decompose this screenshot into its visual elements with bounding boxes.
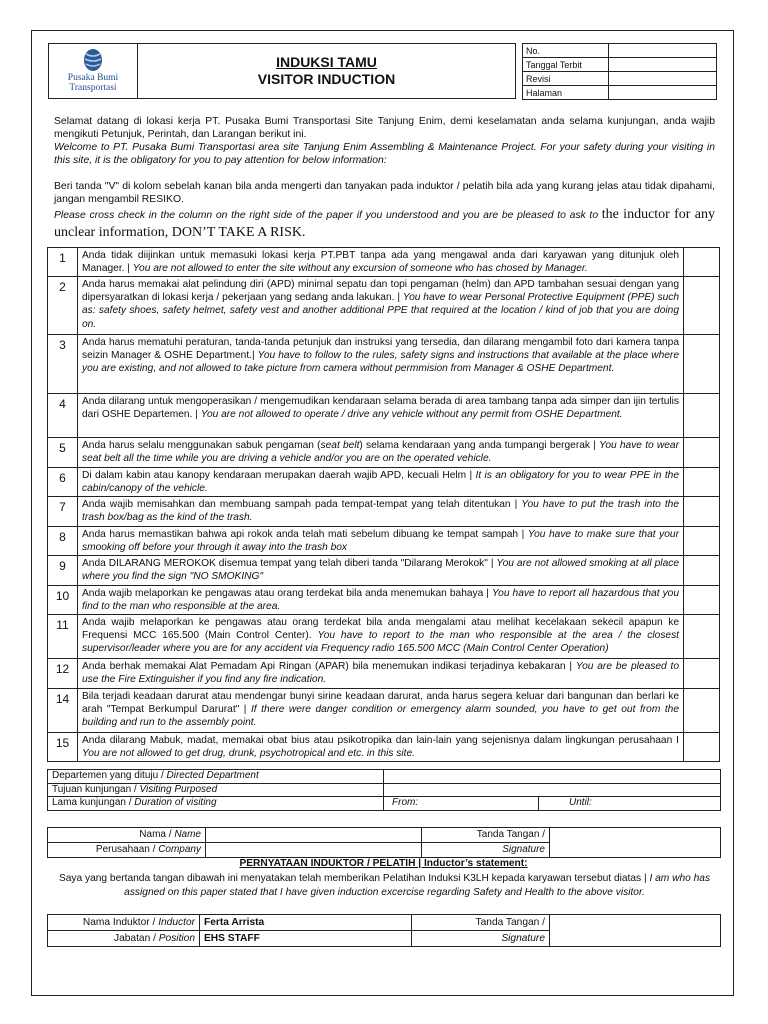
rule-text (78, 277, 684, 335)
table-row (48, 615, 720, 659)
rule-checkbox-5[interactable] (684, 438, 720, 468)
table-row (48, 733, 720, 762)
rule-number: 14 (48, 689, 78, 733)
visitor-company-field[interactable] (206, 843, 422, 858)
rule-text-id: Anda harus selalu menggunakan sabuk pengaman ( (82, 440, 321, 451)
table-row (48, 527, 720, 556)
inductor-name-label-id: Nama Induktor / (82, 917, 159, 928)
rule-text (78, 438, 684, 468)
rule-text-en: You have to wear Personal Protective Equipment (PPE) such as: safety shoes, safety helmet, safety vest and another additional PPE that required at the location / kind of job that you are doing on. (82, 292, 679, 330)
rule-checkbox-7[interactable] (684, 497, 720, 527)
rule-checkbox-12[interactable] (684, 659, 720, 689)
intro-text (54, 115, 715, 241)
rule-text-id-b: ) selama kendaraan yang anda tumpangi bergerak | (359, 440, 600, 451)
purpose-label (48, 783, 384, 797)
document-header (48, 43, 717, 99)
meta-label-revision: Revisi (523, 72, 609, 86)
rule-text-id: Di dalam kabin atau kanopy kendaraan merupakan daerah wajib APD, kecuali Helm | (82, 470, 476, 481)
table-row (48, 335, 720, 394)
rule-text-id: Anda harus memastikan bahwa api rokok anda telah mati sebelum dibuang ke tempat sampah | (82, 529, 528, 540)
table-row (48, 770, 721, 784)
rule-text (78, 335, 684, 394)
inductor-name-label (48, 915, 200, 931)
purpose-label-id: Tujuan kunjungan / (52, 783, 140, 795)
rule-text-id: Anda dilarang Mabuk, madat, memakai obat bius atau psikotropika dan lain-lain yang sejenisnya dalam lingkungan perusahaan I (82, 735, 679, 746)
table-row (48, 277, 720, 335)
rule-number: 8 (48, 527, 78, 556)
duration-until-label: Until: (569, 797, 592, 808)
rule-text (78, 586, 684, 615)
rule-text (78, 394, 684, 438)
rule-text-id: Bila terjadi keadaan darurat atau mendengar bunyi sirine keadaan darurat, anda harus segera keluar dari bangunan dan berlari ke arah "Tempat Berkumpul Darurat" | (82, 691, 679, 716)
statement-body-en: I am who has assigned on this paper stated that I have given induction excercise regarding Safety and Health to the above visitor. (124, 873, 711, 898)
inductor-signature-field[interactable] (550, 915, 721, 947)
rule-text-en: It is an obligatory for you to wear PPE in the cabin/canopy of the vehicle. (82, 470, 679, 495)
table-row (48, 497, 720, 527)
purpose-field[interactable] (384, 783, 721, 797)
rule-text (78, 615, 684, 659)
rule-number: 12 (48, 659, 78, 689)
rule-text (78, 497, 684, 527)
rule-text-en: If there were danger condition or emergency alarm sounded, you have to get out from the building and run to the assembly point. (82, 704, 680, 729)
visitor-company-label-en: Company (158, 844, 201, 855)
table-row (48, 797, 721, 811)
meta-value-no[interactable] (609, 44, 717, 58)
visitor-signature-label: Tanda Tangan / (422, 828, 550, 843)
duration-until-field[interactable] (539, 797, 721, 811)
rule-text-id: Anda dilarang untuk mengoperasikan / mengemudikan kendaraan selama berada di area tambang tanpa ada simper dan ijin tertulis dari OSHE Departemen. | (82, 396, 679, 421)
table-row (48, 394, 720, 438)
rule-text (78, 659, 684, 689)
inductor-position-label-id: Jabatan / (114, 933, 159, 944)
rule-number: 2 (48, 277, 78, 335)
department-field[interactable] (384, 770, 721, 784)
rule-checkbox-15[interactable] (684, 733, 720, 762)
rule-number: 6 (48, 468, 78, 497)
inductor-position-field[interactable]: EHS STAFF (200, 931, 412, 947)
inductor-name-field[interactable]: Ferta Arrista (200, 915, 412, 931)
rule-text (78, 733, 684, 762)
document-title: INDUKSI TAMU (276, 53, 377, 70)
rule-text (78, 248, 684, 277)
rule-text-en: You have to put the trash into the trash box/bag as the kind of the trash. (82, 499, 679, 524)
rule-checkbox-9[interactable] (684, 556, 720, 586)
meta-label-no: No. (523, 44, 609, 58)
inductor-name-label-en: Inductor (158, 917, 195, 928)
table-row (48, 689, 720, 733)
rule-text (78, 556, 684, 586)
visitor-name-label (48, 828, 206, 843)
rule-number: 7 (48, 497, 78, 527)
meta-value-issue-date[interactable] (609, 58, 717, 72)
rule-text-en: You have to report to the man who responsible at the area / the closest supervisor/leader where you are for any accident via Frequency radio 165.500 MCC (Main Control Center Operation) (82, 630, 679, 655)
rule-text-en: You have to make sure that your smooking off before your through it away into the trash box (82, 529, 679, 554)
rule-number: 5 (48, 438, 78, 468)
duration-label-en: Duration of visiting (134, 797, 217, 808)
intro-instruction-en-a: Please cross check in the column on the right side of the paper if you understood and you are be pleased to ask to (54, 210, 602, 221)
inductor-position-label-en: Position (158, 933, 195, 944)
rule-text-en: You are not allowed to enter the site without any excursion of someone who has chosed by Manager. (132, 263, 588, 275)
rule-checkbox-1[interactable] (684, 248, 720, 277)
rule-checkbox-14[interactable] (684, 689, 720, 733)
intro-welcome-id: Selamat datang di lokasi kerja PT. Pusaka Bumi Transportasi Site Tanjung Enim, demi keselamatan anda selama kunjungan, anda wajib mengikuti Petunjuk, Perintah, dan Larangan berikut ini. (54, 116, 715, 140)
visitor-name-label-en: Name (174, 829, 201, 840)
rule-text-id: Anda harus memakai alat pelindung diri (APD) minimal sepatu dan topi pengaman (helm) dan APD tambahan sesuai dengan yang dipersyaratkan di lokasi kerja / pekerjaan yang sedang anda lakukan. | (82, 279, 679, 304)
rule-checkbox-11[interactable] (684, 615, 720, 659)
table-row (48, 659, 720, 689)
table-row (48, 438, 720, 468)
rule-text-id: Anda berhak memakai Alat Pemadam Api Ringan (APAR) bila menemukan indikasi terjadinya kebakaran | (82, 661, 576, 672)
rule-checkbox-3[interactable] (684, 335, 720, 394)
visitor-signature-table (47, 827, 721, 858)
rule-text (78, 468, 684, 497)
rule-number: 10 (48, 586, 78, 615)
table-row (48, 828, 721, 843)
rule-text-id: Anda wajib melaporkan ke pengawas atau orang terdekat bila anda menemukan bahaya | (82, 588, 492, 599)
inductor-signature-table (47, 914, 721, 947)
visitor-company-label (48, 843, 206, 858)
rule-text-en: You have to report all hazardous that you find to the man who responsible at the area. (82, 588, 679, 613)
department-label (48, 770, 384, 784)
rule-number: 1 (48, 248, 78, 277)
department-label-en: Directed Department (166, 770, 259, 781)
table-row (48, 556, 720, 586)
intro-instruction-en (54, 206, 715, 241)
rule-text-en: You are not allowed to operate / drive any vehicle without any permit from OSHE Department. (200, 409, 623, 421)
rule-text-id-italic: seat belt (320, 440, 360, 451)
rule-number: 9 (48, 556, 78, 586)
rule-checkbox-2[interactable] (684, 277, 720, 335)
meta-label-page: Halaman (523, 86, 609, 100)
visit-details-table (47, 769, 721, 811)
rules-table (47, 247, 720, 762)
rule-number: 4 (48, 394, 78, 438)
rule-checkbox-4[interactable] (684, 394, 720, 438)
intro-welcome-en: Welcome to PT. Pusaka Bumi Transportasi area site Tanjung Enim Assembling & Maintenance Project. For your safety during your visiting in this site, it is the obligatory for you to pay attention for below information: (54, 142, 715, 166)
table-row (48, 468, 720, 497)
rule-text (78, 689, 684, 733)
document-page (31, 30, 734, 996)
table-row (48, 248, 720, 277)
company-logo-wordmark (68, 74, 118, 94)
intro-instruction-en-b: the inductor for any unclear information, DON’T TAKE A RISK. (54, 207, 715, 240)
rule-text-id: Anda wajib memisahkan dan membuang sampah pada tempat-tempat yang telah ditentukan | (82, 499, 522, 510)
rule-number: 15 (48, 733, 78, 762)
meta-label-issue-date: Tanggal Terbit (523, 58, 609, 72)
document-meta-table (522, 43, 717, 100)
inductor-statement-title: PERNYATAAN INDUKTOR / PELATIH | Inductor’s statement: (239, 858, 528, 869)
rule-checkbox-10[interactable] (684, 586, 720, 615)
table-row (48, 586, 720, 615)
table-row (48, 783, 721, 797)
visitor-signature-field[interactable] (550, 828, 721, 858)
inductor-signature-label: Tanda Tangan / (412, 915, 550, 931)
rule-text-id: Anda DILARANG MEROKOK disemua tempat yang telah diberi tanda "Dilarang Merokok" | (82, 558, 497, 569)
duration-from-field[interactable] (384, 797, 539, 811)
department-label-id: Departemen yang dituju / (52, 770, 167, 781)
rule-text-en: You are be pleased to use the Fire Extinguisher if you find any fire indication. (82, 661, 679, 686)
inductor-position-label (48, 931, 200, 947)
visitor-company-label-id: Perusahaan / (95, 844, 159, 855)
rule-number: 11 (48, 615, 78, 659)
visitor-name-field[interactable] (206, 828, 422, 843)
rule-text-id: Anda wajib melaporkan ke pengawas atau orang terdekat bila anda mengalami atau melihat kecelakaan sekecil apapun ke Frequensi MCC 165.500 (Main Control Center). (82, 617, 679, 642)
rule-text-id: Anda harus mematuhi peraturan, tanda-tanda petunjuk dan instruksi yang tersedia, dan dilarang mengambil foto dari kamera tanpa seizin Manager & OSHE Department.| (82, 337, 679, 362)
company-logo-icon (82, 48, 104, 72)
logo-line-2: Transportasi (69, 83, 117, 93)
rule-text-id: Anda tidak diijinkan untuk memasuki lokasi kerja PT.PBT tanpa ada yang mengawal anda dari karyawan yang ditunjuk oleh Manager. | (82, 250, 679, 275)
visitor-name-label-id: Nama / (139, 829, 175, 840)
rule-number: 3 (48, 335, 78, 394)
duration-label-id: Lama kunjungan / (52, 797, 135, 808)
inductor-signature-label-en: Signature (412, 931, 550, 947)
title-box (138, 43, 516, 99)
duration-from-label: From: (392, 797, 419, 808)
document-subtitle: VISITOR INDUCTION (257, 70, 396, 87)
meta-value-page[interactable] (609, 86, 717, 100)
purpose-label-en: Visiting Purposed (139, 783, 218, 795)
company-logo (48, 43, 138, 99)
rule-checkbox-8[interactable] (684, 527, 720, 556)
rule-text (78, 527, 684, 556)
rule-text-en: You have to follow to the rules, safety signs and instructions that available at the place where you are existing, and not allowed to take picture from camera without permmision from Manager & OSHE Department. (82, 350, 679, 375)
rule-text-en: You are not allowed to get drug, drunk, psychotropical and etc. in this site. (82, 748, 415, 760)
meta-value-revision[interactable] (609, 72, 717, 86)
statement-body-id: Saya yang bertanda tangan dibawah ini menyatakan telah memberikan Pelatihan Induksi K3LH kepada karyawan tersebut diatas | (58, 873, 650, 884)
intro-instruction-id: Beri tanda "V" di kolom sebelah kanan bila anda mengerti dan tanyakan pada induktor / pelatih bila ada yang kurang jelas atau tidak dipahami, jangan mengambil RESIKO. (54, 181, 715, 205)
table-row (48, 915, 721, 931)
visitor-signature-label-en: Signature (422, 843, 550, 858)
rule-text-en: You are not allowed smoking at all place where you find the sign "NO SMOKING" (82, 558, 679, 583)
rule-text-en: You have to wear seat belt all the time while you are driving a vehicle and/or you are on the operated vehicle. (82, 440, 679, 465)
rule-checkbox-6[interactable] (684, 468, 720, 497)
inductor-statement-body (52, 872, 717, 899)
duration-label (48, 797, 384, 811)
logo-line-1: Pusaka Bumi (67, 73, 119, 84)
